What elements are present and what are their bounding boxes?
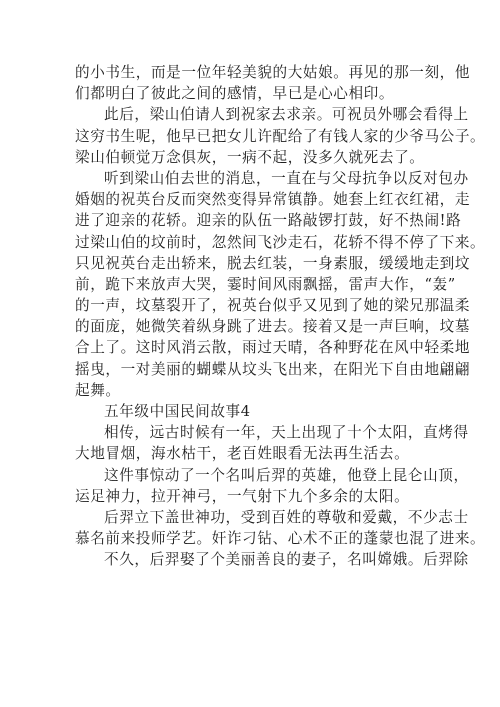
text-line: 此后，梁山伯请人到祝家去求亲。可祝员外哪会看得上 <box>104 106 469 124</box>
text-line: 过梁山伯的坟前时，忽然间飞沙走石，花轿不得不停了下来。 <box>75 233 486 251</box>
text-line: 这件事惊动了一个名叫后羿的英雄，他登上昆仑山顶， <box>104 466 469 484</box>
text-line: 梁山伯顿觉万念俱灰，一病不起，没多久就死去了。 <box>75 148 425 166</box>
section-heading: 五年级中国民间故事4 <box>104 403 251 420</box>
text-line: 慕名前来投师学艺。奸诈刁钻、心术不正的蓬蒙也混了进来。 <box>75 530 486 548</box>
text-line: 只见祝英台走出轿来，脱去红装，一身素服，缓缓地走到坟 <box>75 254 471 272</box>
text-line: 后羿立下盖世神功，受到百姓的尊敬和爱戴，不少志士 <box>104 508 469 526</box>
text-line: 运足神力，拉开神弓，一气射下九个多余的太阳。 <box>75 487 410 505</box>
text-line: 听到梁山伯去世的消息，一直在与父母抗争以反对包办 <box>104 169 469 187</box>
text-line: 合上了。这时风消云散，雨过天晴，各种野花在风中轻柔地 <box>75 339 471 357</box>
text-line: 起舞。 <box>75 381 121 399</box>
document-page <box>75 62 486 571</box>
text-line: 不久，后羿娶了个美丽善良的妻子，名叫嫦娥。后羿除 <box>104 551 469 569</box>
text-line: 婚姻的祝英台反而突然变得异常镇静。她套上红衣红裙，走 <box>75 191 471 209</box>
text-line: 进了迎亲的花轿。迎亲的队伍一路敲锣打鼓，好不热闹!路 <box>75 212 462 230</box>
text-line: 的小书生，而是一位年轻美貌的大姑娘。再见的那一刻，他 <box>75 64 471 81</box>
text-line: 们都明白了彼此之间的感情，早已是心心相印。 <box>75 85 395 103</box>
text-line: 大地冒烟，海水枯干，老百姓眼看无法再生活去。 <box>75 445 410 463</box>
text-line: 的一声，坟墓裂开了，祝英台似乎又见到了她的梁兄那温柔 <box>75 297 471 315</box>
text-line: 摇曳，一对美丽的蝴蝶从坟头飞出来，在阳光下自由地翩翩 <box>75 360 471 378</box>
text-line: 的面庞，她微笑着纵身跳了进去。接着又是一声巨响，坟墓 <box>75 318 471 336</box>
text-line: 这穷书生呢，他早已把女儿许配给了有钱人家的少爷马公子。 <box>75 127 486 145</box>
text-line: 相传，远古时候有一年，天上出现了十个太阳，直烤得 <box>104 424 469 442</box>
text-line: 前，跪下来放声大哭，霎时间风雨飘摇，雷声大作，“轰” <box>75 275 456 293</box>
